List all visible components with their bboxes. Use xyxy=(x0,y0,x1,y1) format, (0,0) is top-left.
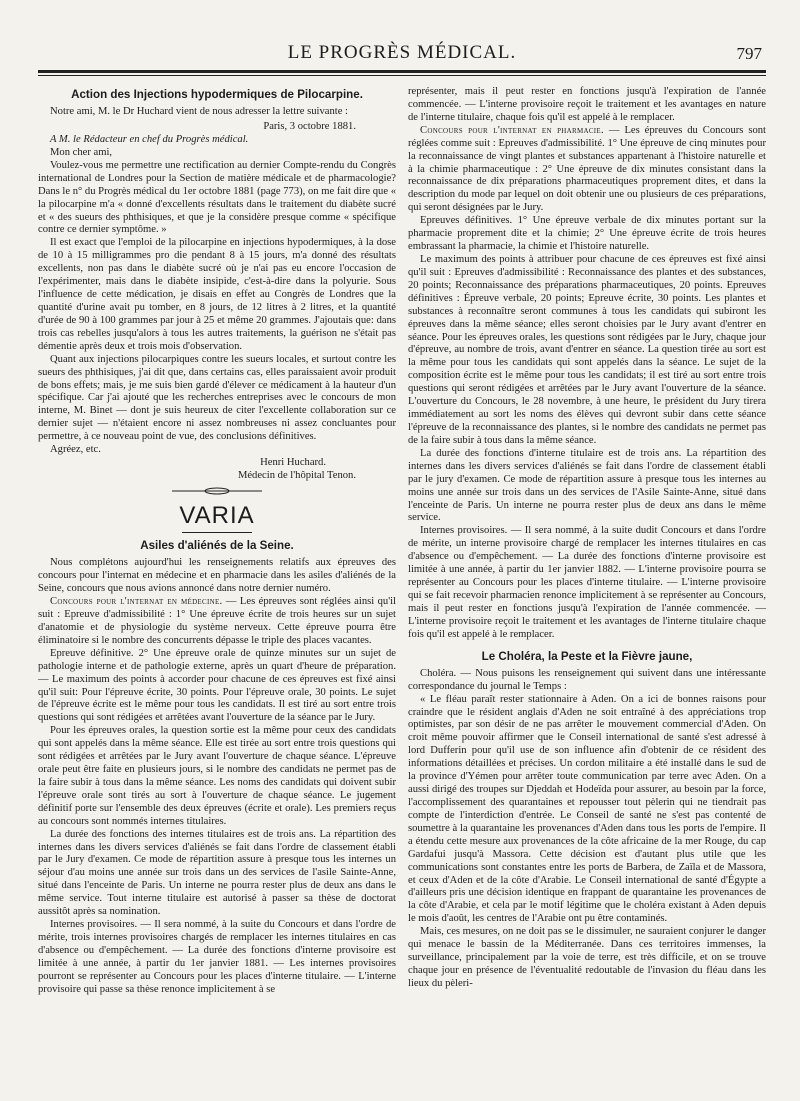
page-header xyxy=(38,36,766,64)
article-heading-pilocarpine: Action des Injections hypodermiques de Pilocarpine. xyxy=(71,88,363,101)
page-number: 797 xyxy=(736,44,762,63)
run-in-heading: Concours pour l'internat en médecine. xyxy=(50,596,223,608)
run-in-heading: Concours pour l'internat en pharmacie. xyxy=(420,124,604,136)
left-column xyxy=(38,86,396,997)
paragraph: Mais, ces mesures, on ne doit pas se le dissimuler, ne sauraient conjurer le danger qui menace le bassin de la Méditerranée. Dans ces territoires immenses, la surveillance, principalement par la voie de terre, est très difficile, et on se trouve chaque jour en présence de l'éventualité redoutable de l'invasion du fléau dans les lieux du pèleri- xyxy=(408,926,766,989)
paragraph xyxy=(38,596,396,648)
section-title-varia: VARIA xyxy=(179,501,255,529)
paragraph: Le maximum des points à attribuer pour chacune de ces épreuves est fixé ainsi qu'il suit : Epreuves d'admissibilité : Reconnaissance des plantes et des substances, 20 points; Reconnaissance des préparations pharmaceutiques, 20 points. Epreuves définitives : Épreuve verbale, 20 points; Epreuve écrite, 30 points. Les plantes et substances à reconnaître seront communes à tous les candidats qui subiront les épreuves dans la même séance; elles seront choisies par le Jury avant d'entrer en séance. Pour les épreuves orales, les questions sont rédigées par le Jury, chaque jour d'épreuve, au nombre de trois, avant d'entrer en séance. La question tirée au sort est la même pour tous les candidats qui sont appelés dans la séance. Le sujet de la composition écrite est le même pour tous les candidats; il est tiré au sort entre trois questions qui seront rédigées et arrêtées par le Jury avant l'ouverture de la séance. L'ouverture du Concours, le 28 novembre, à une heure, le président du Jury tirera immédiatement au sort les noms des élèves qui devront subir dans cette séance l'épreuve de la reconnaissance des plantes, si le nombre des candidats ne permet pas de la faire subir à tous dans la même séance. xyxy=(408,253,766,446)
paragraph: Epreuve définitive. 2° Une épreuve orale de quinze minutes sur un sujet de pathologie interne et de pathologie externe, après un quart d'heure de préparation. — Le maximum des points à accorder pour chacune de ces épreuves est fixé ainsi qu'il suit: Pour l'épreuve écrite, 30 points. Pour l'épreuve orale, 30 points. Le sujet de l'épreuve écrite est le même pour tous les candidats. Il est tiré au sort entre trois questions qui sont rédigées et arrêtées avant l'ouverture de la séance par le Jury. xyxy=(38,647,396,724)
paragraph: « Le fléau paraît rester stationnaire à Aden. On a ici de bonnes raisons pour craindre que le résident anglais d'Aden ne soit entraîné à des appréciations trop optimistes, par son désir de ne pas arrêter le mouvement commercial d'Aden. On croit même pouvoir affirmer que le Conseil international de santé s'est adressé à lord Dufferin pour qu'il use de son influence afin d'obtenir de ce résident des informations détaillées et précises. Un cordon militaire a été installé dans le sud de la province d'Yémen pour arrêter toute communication par terre avec Aden. On a aussi dirigé des troupes sur Djeddah et Hodeïda pour assurer, au besoin par la force, l'accomplissement des quarantaines et repousser tout pèlerin qui ne tiendrait pas compte de l'interdiction d'entrée. Le Conseil de santé ne s'est pas contenté de soumettre à la quarantaine les provenances d'Aden dans tous les ports de l'empire. Il a étendu cette mesure aux provenances de la côte africaine de la mer Rouge, du cap Gardafui jusqu'à Massora. Cette décision est d'autant plus utile que les communications sont constantes entre les ports de Barbera, de Zaïla et de Massora, et ceux d'Aden et de la côte d'Arabie. Le Conseil international de santé d'Égypte a d'ailleurs pris une décision identique en frappant de quarantaine les provenances de la côte d'Arabie, et cela par le motif légitime que le choléra existant à Aden depuis le mois d'août, les centres de l'Arabie ont pu être contaminés. xyxy=(408,693,766,925)
text-columns xyxy=(38,86,766,997)
paragraph: Notre ami, M. le Dr Huchard vient de nous adresser la lettre suivante : xyxy=(50,106,349,118)
paragraph: La durée des fonctions d'interne titulaire est de trois ans. La répartition des internes dans les divers services d'aliénés se fait dans l'ordre de classement établi par le jury d'examen. Ce mode de répartition assure à presque tous les internes au moins une année sur trois dans un des services de l'Asile Sainte-Anne, situé dans l'enceinte de Paris. Un interne ne pourra rester plus de deux ans dans le même service. xyxy=(408,447,766,524)
paragraph: Internes provisoires. — Il sera nommé, à la suite dudit Concours et dans l'ordre de mérite, un interne provisoire chargé de remplacer les internes titulaires en cas d'absence ou d'empêchement. — La durée des fonctions d'interne provisoire est limitée à une année, à partir du 1er janvier 1882. — L'interne provisoire pourra se représenter au Concours pour les places d'interne titulaire. — L'interne provisoire qui se fait recevoir pharmacien renonce implicitement à se représenter au Concours, mais il peut rester en fonctions jusqu'à l'expiration de l'année commencée. — L'interne provisoire reçoit le traitement et les avantages de l'interne titulaire chaque fois qu'il est appelé à le remplacer. xyxy=(408,525,766,640)
letter-closing: Agréez, etc. xyxy=(50,444,101,456)
letter-address: A M. le Rédacteur en chef du Progrès médical. xyxy=(50,133,249,145)
paragraph: Quant aux injections pilocarpiques contre les sueurs locales, et surtout contre les sueurs des phthisiques, j'ai dit que, dans certains cas, elles paraissaient avoir produit de bons effets; mais, je me suis bien gardé d'élever ce médicament à la hauteur d'un spécifique. Car j'ai ajouté que les recherches entreprises avec le concours de mon interne, M. Binet — dont je suis heureux de citer l'excellente collaboration sur ce dernier sujet — n'étaient encore ni assez nombreuses ni assez concluantes pour permettre, à ce nouveau point de vue, des conclusions définitives. xyxy=(38,353,396,443)
paragraph: Internes provisoires. — Il sera nommé, à la suite du Concours et dans l'ordre de mérite, trois internes provisoires chargés de remplacer les internes titulaires en cas d'absence ou d'empêchement. — La durée des fonctions d'interne provisoire est limitée à une année, à partir du 1er janvier 1881. — Les internes provisoires pourront se représenter au Concours pour les places d'interne titulaire. — L'interne provisoire qui passe sa thèse renonce implicitement à se xyxy=(38,919,396,995)
paragraph: La durée des fonctions des internes titulaires est de trois ans. La répartition des internes dans les divers services d'aliénés se fait dans l'ordre de classement établi par le Jury d'examen. Ce mode de répartition assure à presque tous les internes un séjour d'au moins une année sur trois dans un des services de l'asile Sainte-Anne, situé dans l'enceinte de Paris. Un interne ne pourra rester plus de deux ans dans le même service. Tout interne titulaire est autorisé à passer sa thèse de doctorat aussitôt après sa nomination. xyxy=(38,828,396,918)
paragraph: Voulez-vous me permettre une rectification au dernier Compte-rendu du Congrès international de Londres pour la Section de matière médicale et de pharmacologie? Dans le n° du Progrès médical du 1er octobre 1881 (page 773), on me fait dire que « la pilocarpine m'a « donné d'excellents résultats dans le traitement du diabète sucré et « des sueurs des phthisiques, et que je la considère presque comme « spécifique contre ce dernier symptôme. » xyxy=(38,159,396,236)
article-heading-cholera: Le Choléra, la Peste et la Fièvre jaune, xyxy=(481,649,693,663)
journal-title: LE PROGRÈS MÉDICAL. xyxy=(287,42,517,63)
paragraph: Epreuves définitives. 1° Une épreuve verbale de dix minutes portant sur la pharmacie proprement dite et la chimie; 2° Une épreuve écrite de trois heures embrassant la pharmacie, la chimie et l'histoire naturelle. xyxy=(408,215,766,253)
letter-date: Paris, 3 octobre 1881. xyxy=(263,121,356,133)
signature-title: Médecin de l'hôpital Tenon. xyxy=(237,469,356,481)
paragraph-body: — Les épreuves du Concours sont réglées comme suit : Epreuves d'admissibilité. 1° Une épreuve de cinq minutes pour la reconnaissance de vingt plantes et substances appartenant à l'histoire naturelle et à la chimie pharmaceutique : 2° Une épreuve de dix minutes consistant dans la reconnaissance de dix préparations pharmaceutiques proprement dites, et dans la description du mode par lequel on doit obtenir une ou plusieurs de ces préparations, qui seront désignées par le Jury. xyxy=(408,124,766,214)
paragraph: Nous complétons aujourd'hui les renseignements relatifs aux épreuves des concours pour l'internat en médecine et en pharmacie dans les asiles d'aliénés de la Seine, concours que nous avions annoncé dans notre dernier numéro. xyxy=(38,557,396,595)
paragraph: Choléra. — Nous puisons les renseignement qui suivent dans une intéressante correspondance du journal le Temps : xyxy=(408,667,766,692)
header-rule-thick xyxy=(38,70,766,73)
ornament-divider xyxy=(172,487,262,495)
article-heading-asiles: Asiles d'aliénés de la Seine. xyxy=(140,539,294,553)
varia-underline xyxy=(182,532,252,533)
paragraph xyxy=(408,125,766,215)
paragraph-body: — Les épreuves sont réglées ainsi qu'il suit : Epreuve d'admissibilité : 1° Une épreuve écrite de trois heures sur un sujet d'anatomie et de physiologie du système nerveux. Cette épreuve pourra être éliminatoire si le nombre des concurrents dépasse le triple des places vacantes. xyxy=(38,596,396,646)
letter-salutation: Mon cher ami, xyxy=(50,146,113,158)
right-column xyxy=(408,86,766,997)
signature-name: Henri Huchard. xyxy=(260,457,326,469)
paragraph: Il est exact que l'emploi de la pilocarpine en injections hypodermiques, à la dose de 10 à 15 milligrammes pro die pendant 8 à 15 jours, m'a donné des résultats excellents, non pas dans le diabète sucré où je n'ai pas eu encore l'occasion de l'expérimenter, mais dans le diabète insipide, c'est-à-dire dans la polyurie. Sous l'influence de cette médication, je disais en effet au Congrès de Londres que la quantité d'urine avait pu tomber, en 8 jours, de 12 litres à 2 litres, et la quantité d'urée de 90 à 100 grammes par jour à 25 et même 20 grammes. J'ajoutais que: dans trois cas rebelles jusqu'alors à tous les autres traitements, la guérison ne s'était pas démentie après deux et trois mois d'observation. xyxy=(38,237,396,352)
paragraph: Pour les épreuves orales, la question sortie est la même pour ceux des candidats qui sont appelés dans la même séance. Elle est tirée au sort entre trois questions qui sont rédigées et arrêtées par le Jury avant l'ouverture de chaque séance. L'épreuve orale peut être faite en plusieurs jours, si le nombre des candidats ne permet pas de la faire subir à tous dans la même séance. Les noms des candidats qui doivent subir l'épreuve orale sont tirés au sort à l'ouverture de chaque séance. Le jugement définitif porte sur l'ensemble des deux épreuves (écrite et orale). Les premiers reçus au concours sont nommés internes titulaires. xyxy=(38,725,396,827)
paragraph: représenter, mais il peut rester en fonctions jusqu'à l'expiration de l'année commencée. — L'interne provisoire reçoit le traitement et les avantages en nature de l'interne titulaire, chaque fois qu'il est appelé à le remplacer. xyxy=(408,86,766,123)
header-rule-thin xyxy=(38,75,766,76)
